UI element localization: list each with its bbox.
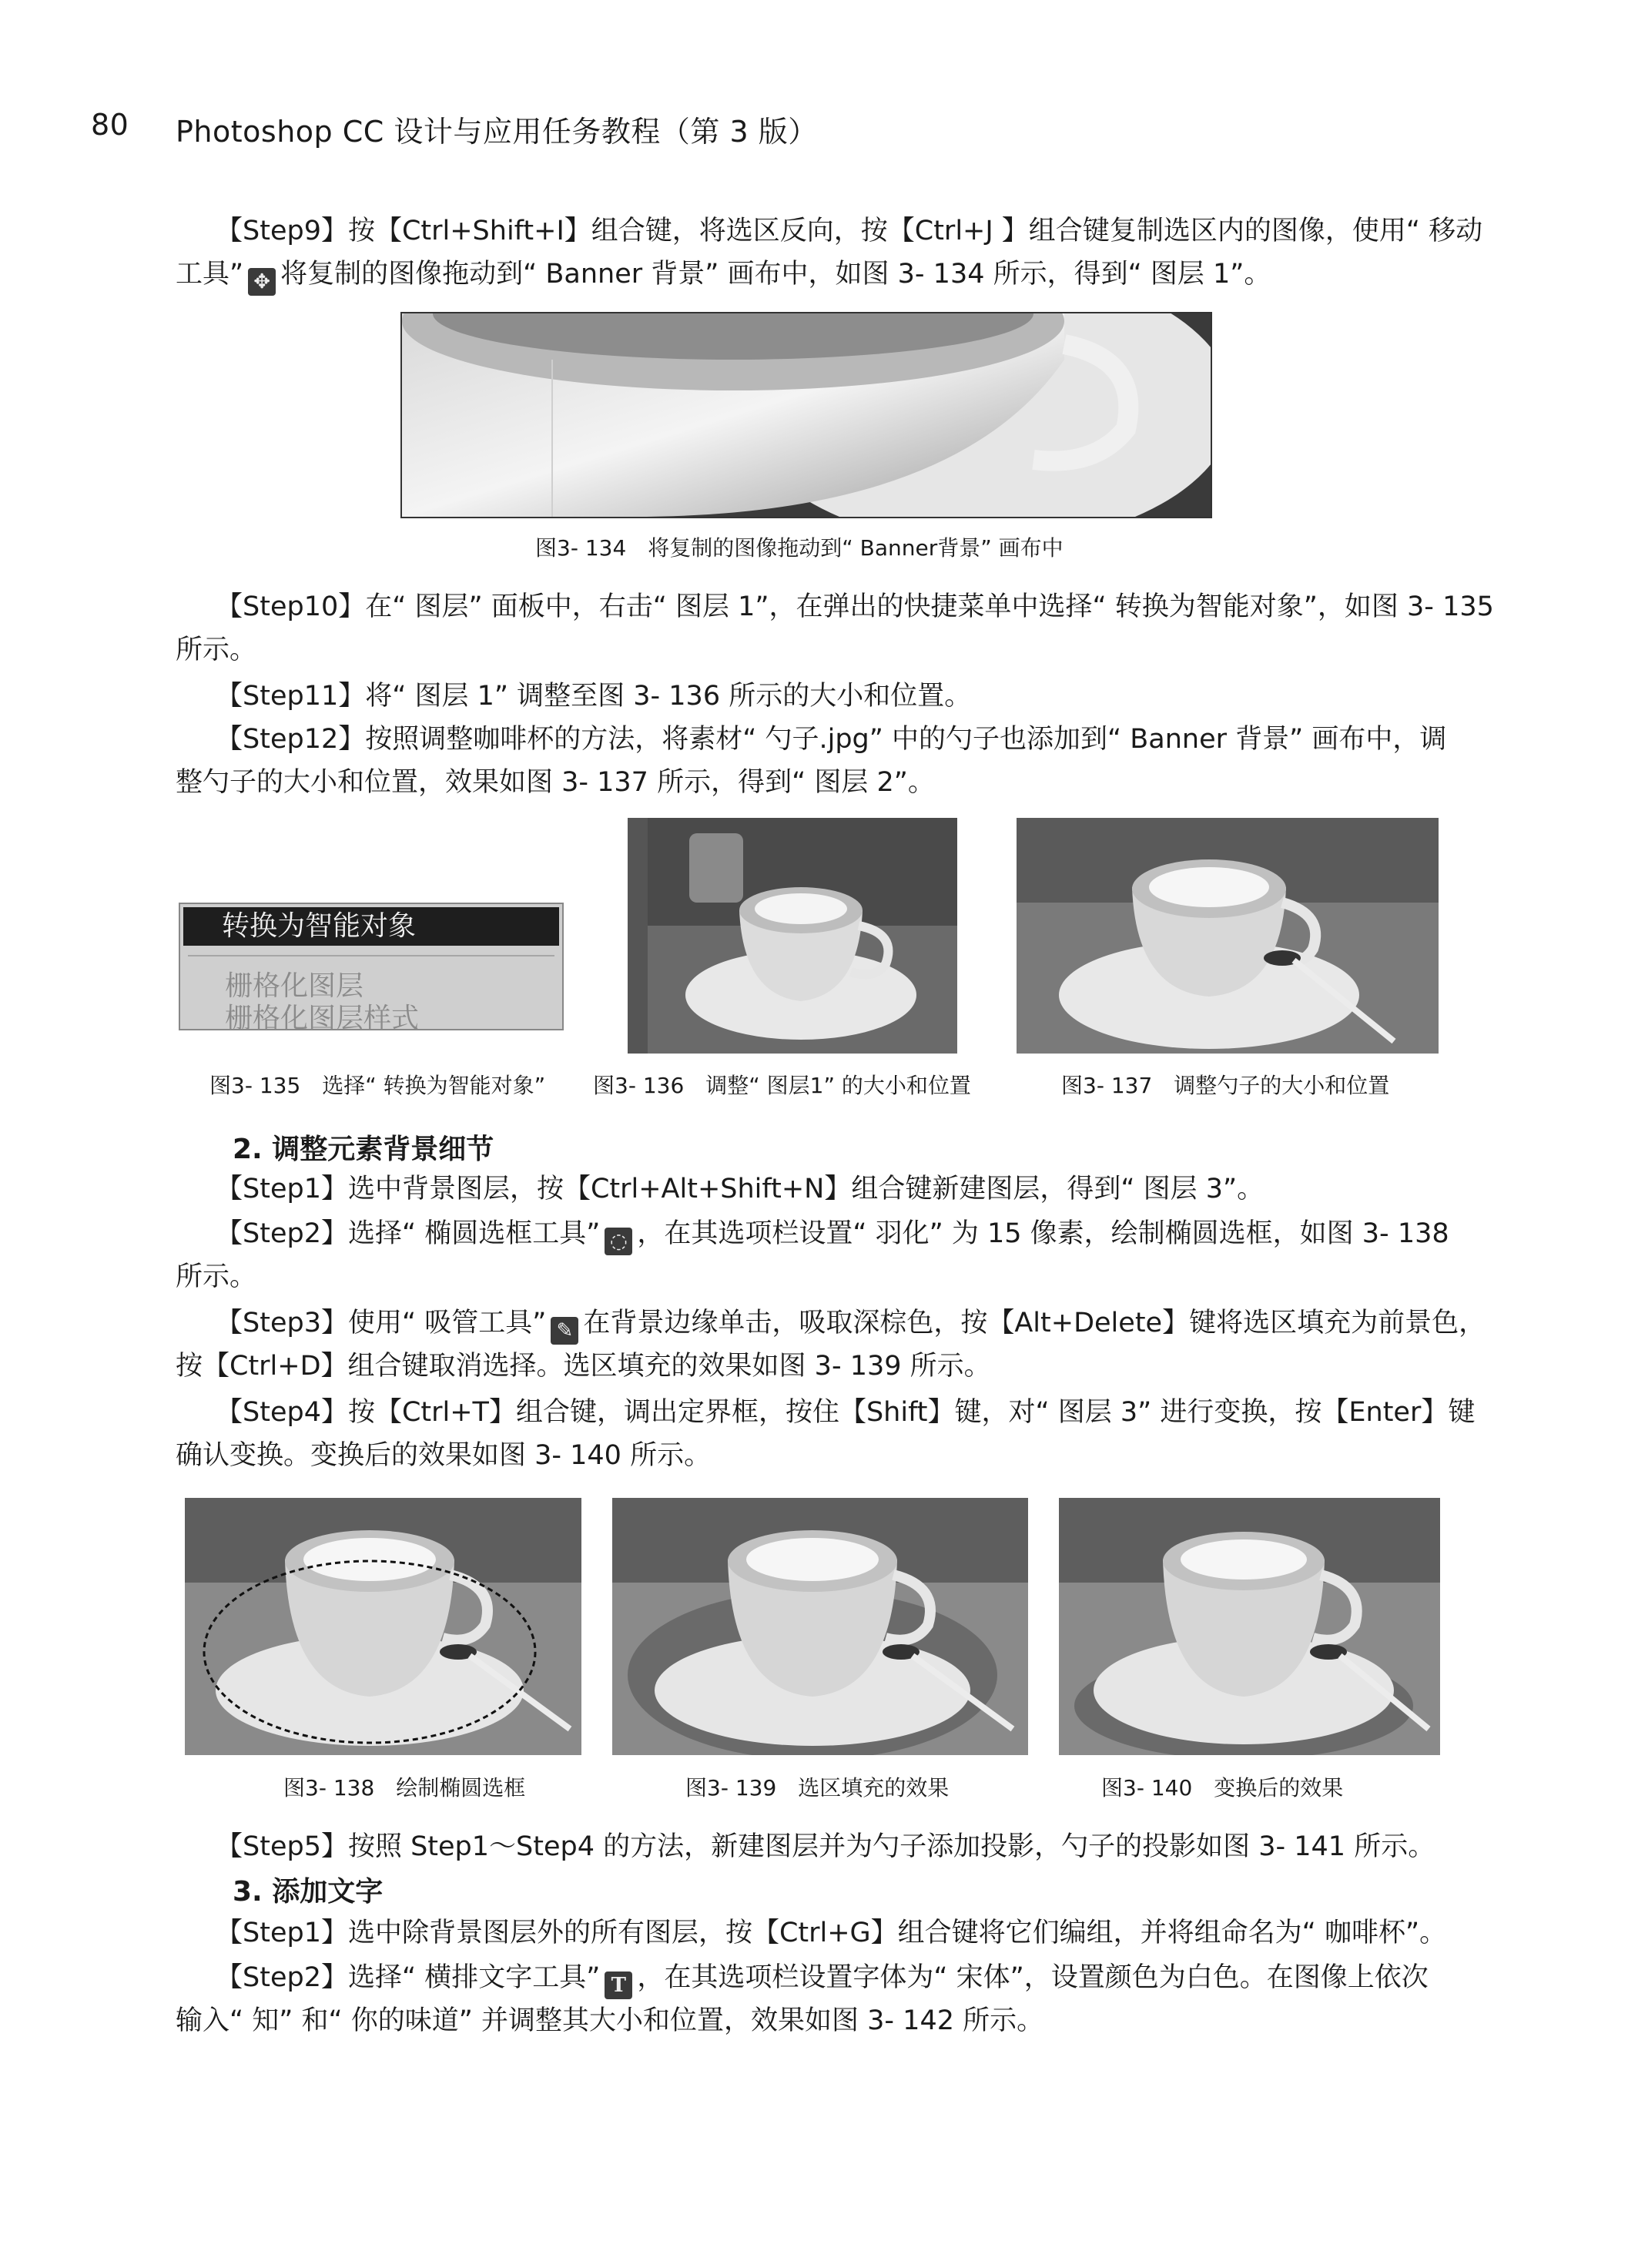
section-3-heading: 3. 添加文字 xyxy=(233,1876,384,1908)
s2-step1-text: 【Step1】选中背景图层，按【Ctrl+Alt+Shift+N】组合键新建图层，得到“ 图层 3”。 xyxy=(216,1174,1265,1204)
figure-137-caption: 图3- 137 调整勺子的大小和位置 xyxy=(1061,1073,1390,1098)
book-title: Photoshop CC 设计与应用任务教程（第 3 版） xyxy=(176,115,818,149)
menu-item-rasterize-layer-style[interactable]: 栅格化图层样式 xyxy=(225,1003,420,1034)
context-menu xyxy=(179,903,564,1034)
figure-136-image xyxy=(628,818,957,1054)
figure-134-image xyxy=(400,312,1212,518)
figure-138-caption: 图3- 138 绘制椭圆选框 xyxy=(283,1775,526,1801)
cup-with-ellipse-selection xyxy=(185,1498,581,1755)
step12-line1: 【Step12】按照调整咖啡杯的方法，将素材“ 勺子.jpg” 中的勺子也添加到“ Banner 背景” 画布中，调 xyxy=(216,724,1447,755)
s2-step3-line2: 按【Ctrl+D】组合键取消选择。选区填充的效果如图 3- 139 所示。 xyxy=(176,1351,991,1382)
s3-step2-line1 xyxy=(216,1956,1429,1999)
coffee-cup-with-spoon xyxy=(1017,818,1439,1054)
step9-line2-end: 将复制的图像拖动到“ Banner 背景” 画布中，如图 3- 134 所示，得到“ 图层 1”。 xyxy=(280,259,1271,290)
section-2-heading: 2. 调整元素背景细节 xyxy=(233,1134,494,1165)
cup-selection-filled xyxy=(612,1498,1028,1755)
menu-separator xyxy=(188,955,554,956)
cup-after-transform xyxy=(1059,1498,1440,1755)
figure-136-caption: 图3- 136 调整“ 图层1” 的大小和位置 xyxy=(593,1073,971,1098)
s3-step1-text: 【Step1】选中除背景图层外的所有图层，按【Ctrl+G】组合键将它们编组，并将组命名为“ 咖啡杯”。 xyxy=(216,1918,1447,1948)
s2-step4-line2: 确认变换。变换后的效果如图 3- 140 所示。 xyxy=(176,1440,712,1471)
step11-text: 【Step11】将“ 图层 1” 调整至图 3- 136 所示的大小和位置。 xyxy=(216,681,972,712)
s2-step2-line2: 所示。 xyxy=(176,1261,257,1292)
step9-line2 xyxy=(176,253,1271,296)
step10-line2: 所示。 xyxy=(176,635,257,665)
step10-line1: 【Step10】在“ 图层” 面板中，右击“ 图层 1”，在弹出的快捷菜单中选择“ 转换为智能对象”，如图 3- 135 xyxy=(216,591,1494,622)
figure-137-image xyxy=(1017,818,1439,1054)
figure-139-caption: 图3- 139 选区填充的效果 xyxy=(685,1775,950,1801)
eyedropper-icon: ✎ xyxy=(551,1317,578,1345)
coffee-cup-small xyxy=(628,818,957,1054)
s2-step3-end: 在背景边缘单击，吸取深棕色，按【Alt+Delete】键将选区填充为前景色， xyxy=(583,1308,1486,1338)
figure-140-image xyxy=(1059,1498,1440,1755)
s2-step2-start: 【Step2】选择“ 椭圆选框工具” xyxy=(216,1218,601,1249)
figure-139-image xyxy=(612,1498,1028,1755)
s2-step3-start: 【Step3】使用“ 吸管工具” xyxy=(216,1308,547,1338)
coffee-cup-closeup xyxy=(402,313,1211,517)
step9-line2-start: 工具” xyxy=(176,259,244,290)
s3-step2-end: ，在其选项栏设置字体为“ 宋体”，设置颜色为白色。在图像上依次 xyxy=(637,1962,1429,1993)
step12-line2: 整勺子的大小和位置，效果如图 3- 137 所示，得到“ 图层 2”。 xyxy=(176,767,935,798)
menu-item-rasterize-layer[interactable]: 栅格化图层 xyxy=(225,970,364,1002)
figure-134-caption: 图3- 134 将复制的图像拖动到“ Banner背景” 画布中 xyxy=(535,535,1064,561)
step9-line1: 【Step9】按【Ctrl+Shift+I】组合键，将选区反向，按【Ctrl+J 】组合键复制选区内的图像，使用“ 移动 xyxy=(216,216,1483,246)
s2-step4-line1: 【Step4】按【Ctrl+T】组合键，调出定界框，按住【Shift】键，对“ 图层 3” 进行变换，按【Enter】键 xyxy=(216,1397,1476,1428)
s2-step2-end: ，在其选项栏设置“ 羽化” 为 15 像素，绘制椭圆选框，如图 3- 138 xyxy=(637,1218,1449,1249)
figure-140-caption: 图3- 140 变换后的效果 xyxy=(1101,1775,1344,1801)
ellipse-marquee-icon: ◌ xyxy=(605,1228,632,1255)
figure-138-image xyxy=(185,1498,581,1755)
page-number: 80 xyxy=(91,108,129,142)
s2-step2-line1 xyxy=(216,1212,1449,1255)
s2-step3-line1 xyxy=(216,1302,1486,1345)
figure-135-caption: 图3- 135 选择“ 转换为智能对象” xyxy=(209,1073,546,1098)
menu-item-convert-smart-object[interactable]: 转换为智能对象 xyxy=(183,907,559,946)
s3-step2-line2: 输入“ 知” 和“ 你的味道” 并调整其大小和位置，效果如图 3- 142 所示。 xyxy=(176,2005,1044,2036)
s3-step2-start: 【Step2】选择“ 横排文字工具” xyxy=(216,1962,601,1993)
s2-step5-text: 【Step5】按照 Step1～Step4 的方法，新建图层并为勺子添加投影，勺子的投影如图 3- 141 所示。 xyxy=(216,1831,1435,1862)
move-tool-icon: ✥ xyxy=(248,268,276,296)
horizontal-type-icon: T xyxy=(605,1972,632,1999)
